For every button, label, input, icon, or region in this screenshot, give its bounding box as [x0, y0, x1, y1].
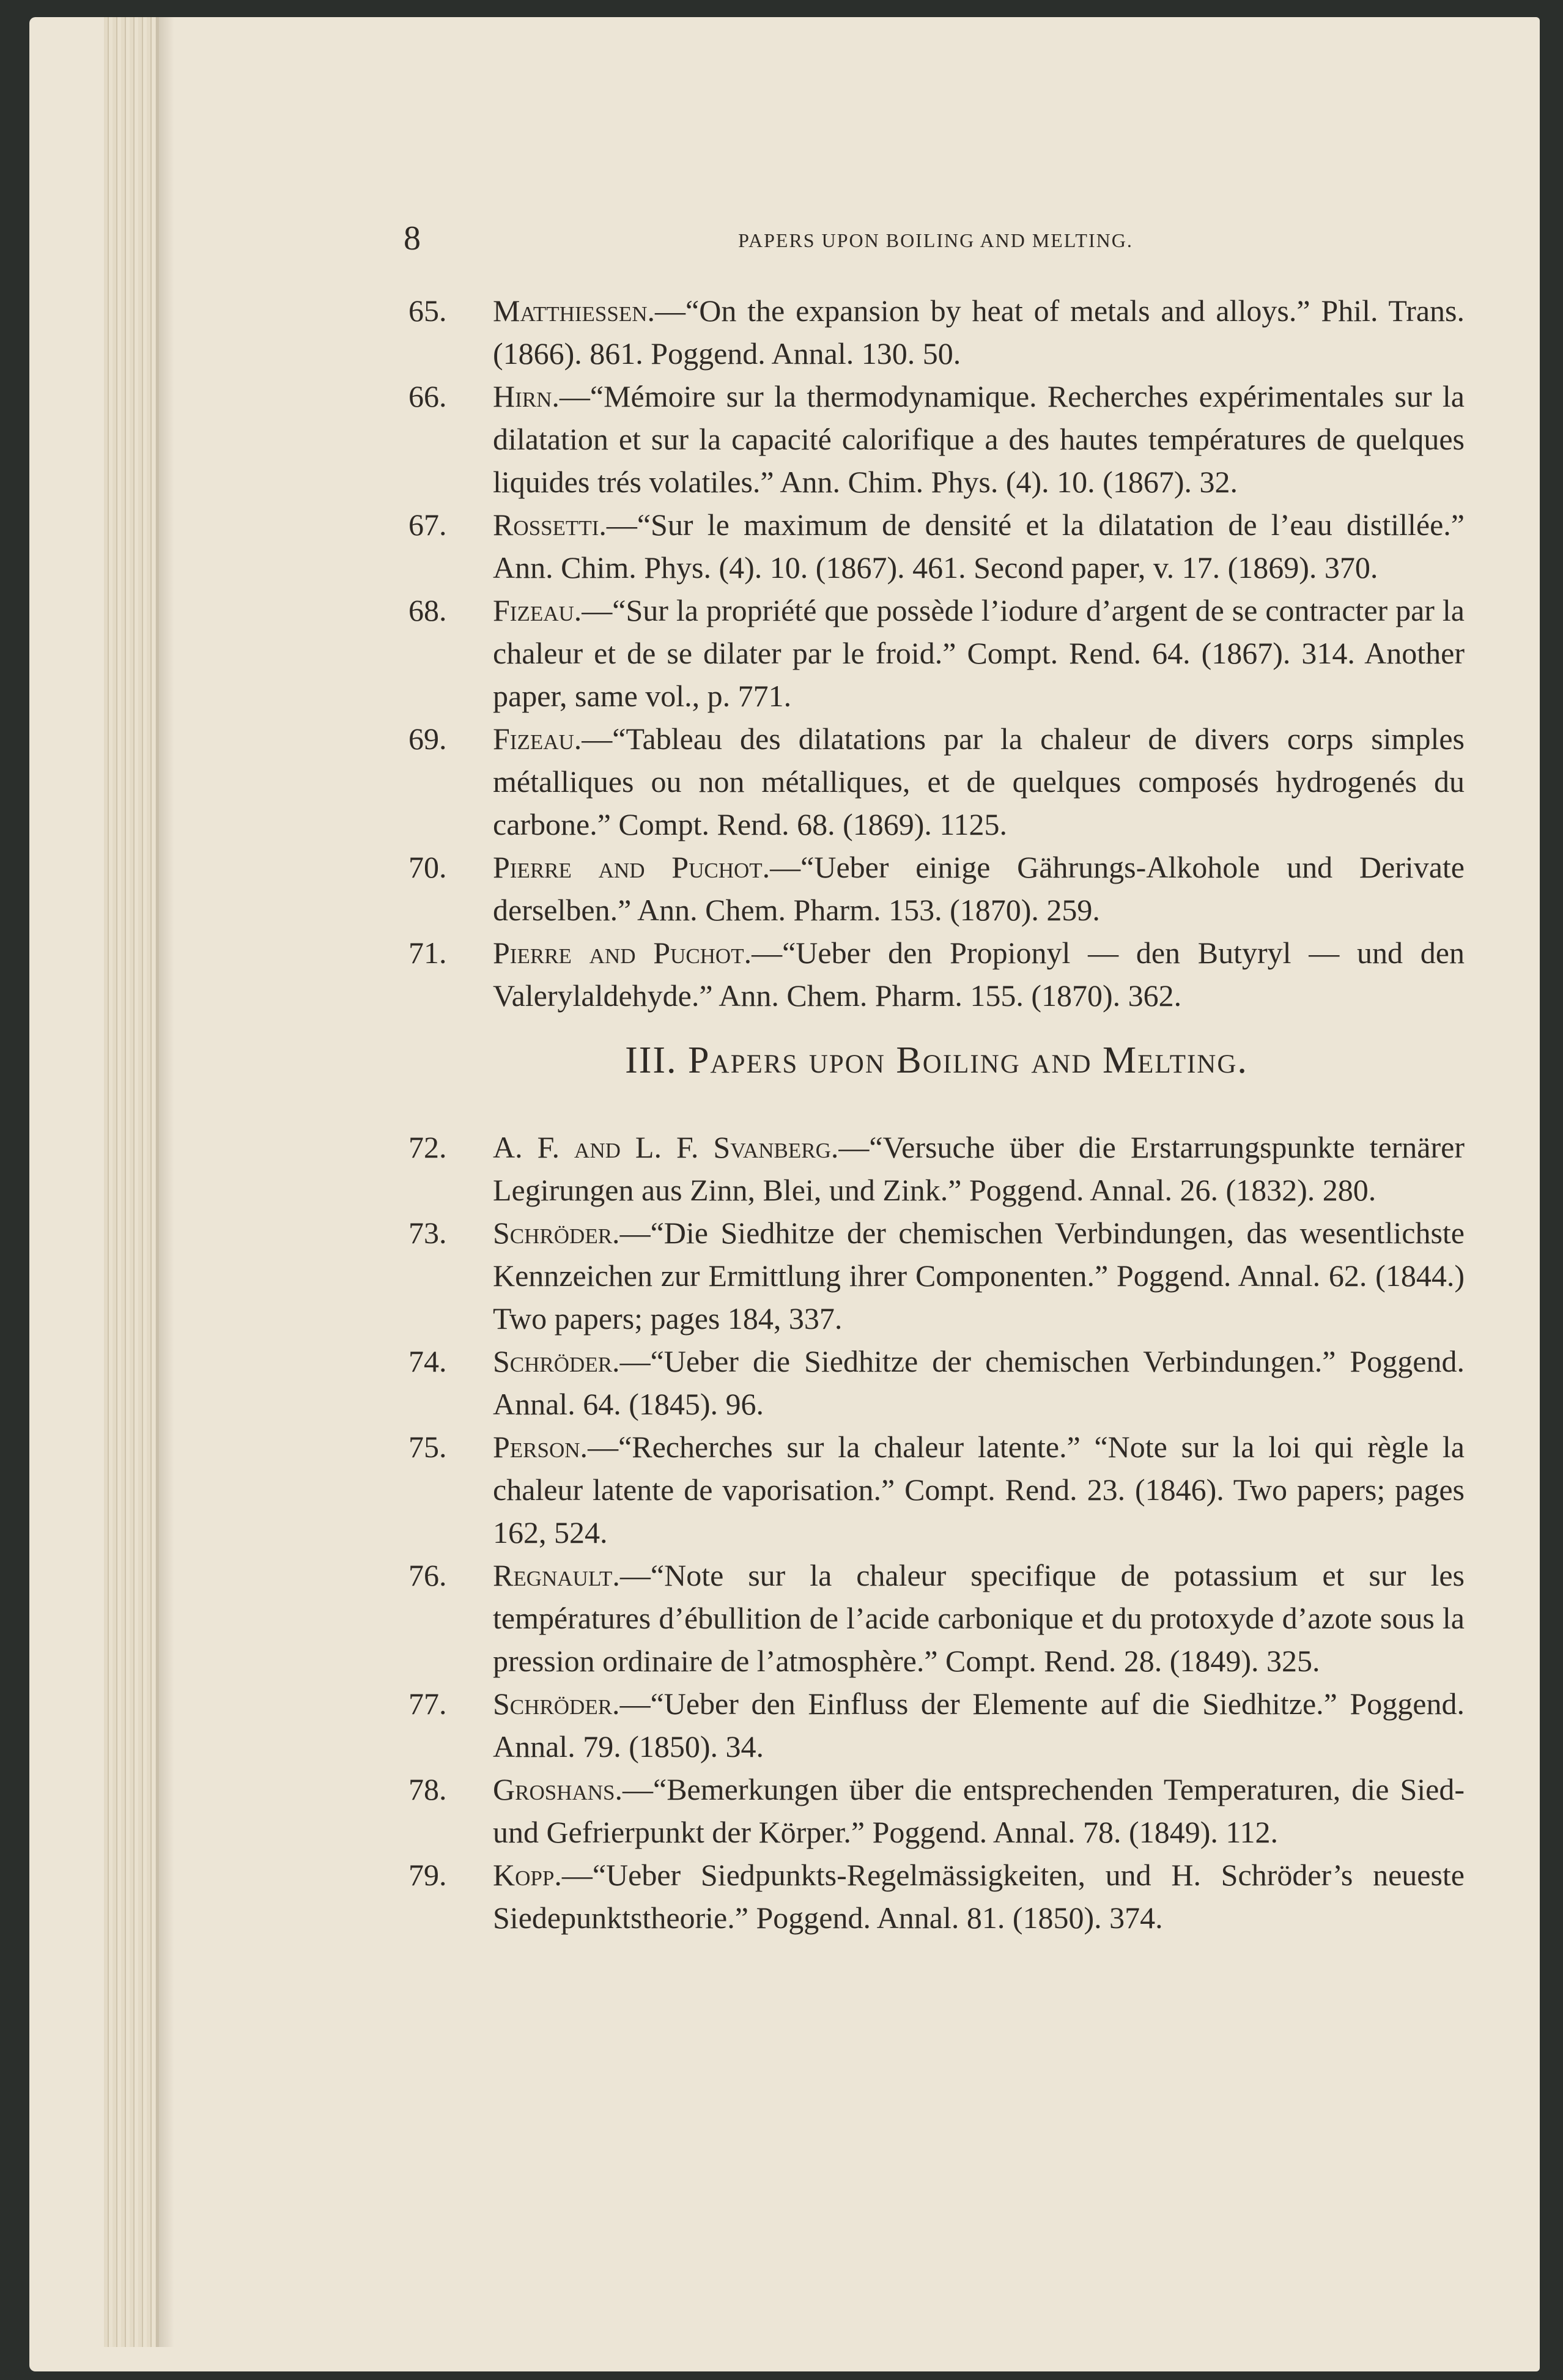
entry-author: Pierre and Puchot.	[493, 936, 752, 970]
entry-number: 68.	[408, 593, 447, 627]
bibliography-entry	[408, 1425, 1465, 1554]
entry-author: Schröder.	[493, 1687, 620, 1721]
entry-text: —“Versuche über die Erstarrungspunkte ternärer Legirungen aus Zinn, Blei, und Zink.” Poggend. Annal. 26. (1832). 280.	[493, 1130, 1465, 1207]
page-header	[404, 217, 1468, 260]
entry-text: —“Sur la propriété que possède l’iodure d’argent de se contracter par la chaleur et de se dilater par le froid.” Compt. Rend. 64. (1867). 314. Another paper, same vol., p. 771.	[493, 593, 1465, 713]
entry-text: —“Ueber den Einfluss der Elemente auf die Siedhitze.” Poggend. Annal. 79. (1850). 34.	[493, 1687, 1465, 1764]
page-edges	[104, 17, 159, 2347]
bibliography-entry	[408, 503, 1465, 589]
bibliography-entry	[408, 1340, 1465, 1425]
bibliography-entry	[408, 1554, 1465, 1682]
entry-text: —“Recherches sur la chaleur latente.” “Note sur la loi qui règle la chaleur latente de vaporisation.” Compt. Rend. 23. (1846). Two papers; pages 162, 524.	[493, 1430, 1465, 1550]
bibliography-entry	[408, 1768, 1465, 1853]
entry-number: 73.	[408, 1216, 447, 1250]
entry-number: 72.	[408, 1130, 447, 1164]
entry-number: 71.	[408, 936, 447, 970]
entry-author: Fizeau.	[493, 722, 582, 756]
entry-author: Pierre and Puchot.	[493, 850, 770, 884]
entry-text: —“Ueber Siedpunkts-Regelmässigkeiten, und H. Schröder’s neueste Siedepunktstheorie.” Poggend. Annal. 81. (1850). 374.	[493, 1858, 1465, 1935]
entry-author: Kopp.	[493, 1858, 562, 1892]
entry-text: —“Bemerkungen über die entsprechenden Temperaturen, die Sied- und Gefrierpunkt der Körper.” Poggend. Annal. 78. (1849). 112.	[493, 1772, 1465, 1849]
bibliography-entry	[408, 1126, 1465, 1211]
bibliography-entry	[408, 846, 1465, 931]
entry-number: 70.	[408, 850, 447, 884]
entry-text: —“Tableau des dilatations par la chaleur de divers corps simples métalliques ou non métalliques, et de quelques composés hydrogenés du carbone.” Compt. Rend. 68. (1869). 1125.	[493, 722, 1465, 841]
entry-text: —“Ueber den Propionyl — den Butyryl — und den Valerylaldehyde.” Ann. Chem. Pharm. 155. (1870). 362.	[493, 936, 1465, 1013]
entry-text: —“Note sur la chaleur specifique de potassium et sur les températures d’ébullition de l’acide carbonique et du protoxyde d’azote sous la pression ordinaire de l’atmosphère.” Compt. Rend. 28. (1849). 325.	[493, 1558, 1465, 1678]
entry-number: 67.	[408, 508, 447, 542]
bibliography-entry	[408, 1211, 1465, 1340]
entry-author: Matthiessen.	[493, 294, 656, 328]
entry-number: 65.	[408, 294, 447, 328]
running-title: PAPERS UPON BOILING AND MELTING.	[738, 229, 1133, 251]
entry-list	[408, 1126, 1465, 1939]
entry-author: Schröder.	[493, 1216, 620, 1250]
bibliography-entry	[408, 717, 1465, 846]
entry-author: Person.	[493, 1430, 588, 1464]
entry-list	[408, 289, 1465, 1017]
entry-text: —“Ueber einige Gährungs-Alkohole und Derivate derselben.” Ann. Chem. Pharm. 153. (1870). 259.	[493, 850, 1465, 927]
entry-number: 78.	[408, 1772, 447, 1806]
entry-number: 77.	[408, 1687, 447, 1721]
bibliography	[408, 289, 1465, 1939]
entry-author: Fizeau.	[493, 593, 582, 627]
entry-author: Groshans.	[493, 1772, 623, 1806]
entry-number: 69.	[408, 722, 447, 756]
entry-number: 66.	[408, 379, 447, 413]
bibliography-entry	[408, 931, 1465, 1017]
entry-text: —“Mémoire sur la thermodynamique. Recherches expérimentales sur la dilatation et sur la capacité calorifique a des hautes températures de quelques liquides trés volatiles.” Ann. Chim. Phys. (4). 10. (1867). 32.	[493, 379, 1465, 499]
entry-text: —“Ueber die Siedhitze der chemischen Verbindungen.” Poggend. Annal. 64. (1845). 96.	[493, 1344, 1465, 1421]
bibliography-entry	[408, 589, 1465, 717]
gutter-shadow	[156, 17, 174, 2347]
entry-author: Regnault.	[493, 1558, 620, 1592]
entry-text: —“Sur le maximum de densité et la dilatation de l’eau distillée.” Ann. Chim. Phys. (4). 10. (1867). 461. Second paper, v. 17. (1869). 370.	[493, 508, 1465, 585]
entry-text: —“Die Siedhitze der chemischen Verbindungen, das wesentlichste Kennzeichen zur Ermittlung ihrer Componenten.” Poggend. Annal. 62. (1844.) Two papers; pages 184, 337.	[493, 1216, 1465, 1336]
entry-number: 75.	[408, 1430, 447, 1464]
entry-author: Schröder.	[493, 1344, 620, 1378]
entry-number: 79.	[408, 1858, 447, 1892]
entry-author: A. F. and L. F. Svanberg.	[493, 1130, 839, 1164]
bibliography-entry	[408, 375, 1465, 503]
section-heading: III. Papers upon Boiling and Melting.	[625, 1040, 1248, 1081]
entry-author: Rossetti.	[493, 508, 607, 542]
entry-number: 74.	[408, 1344, 447, 1378]
entry-text: —“On the expansion by heat of metals and alloys.” Phil. Trans. (1866). 861. Poggend. Annal. 130. 50.	[493, 294, 1465, 371]
entry-author: Hirn.	[493, 379, 560, 413]
bibliography-entry	[408, 1853, 1465, 1939]
bibliography-entry	[408, 289, 1465, 375]
page-number: 8	[404, 220, 421, 257]
bibliography-entry	[408, 1682, 1465, 1768]
entry-number: 76.	[408, 1558, 447, 1592]
